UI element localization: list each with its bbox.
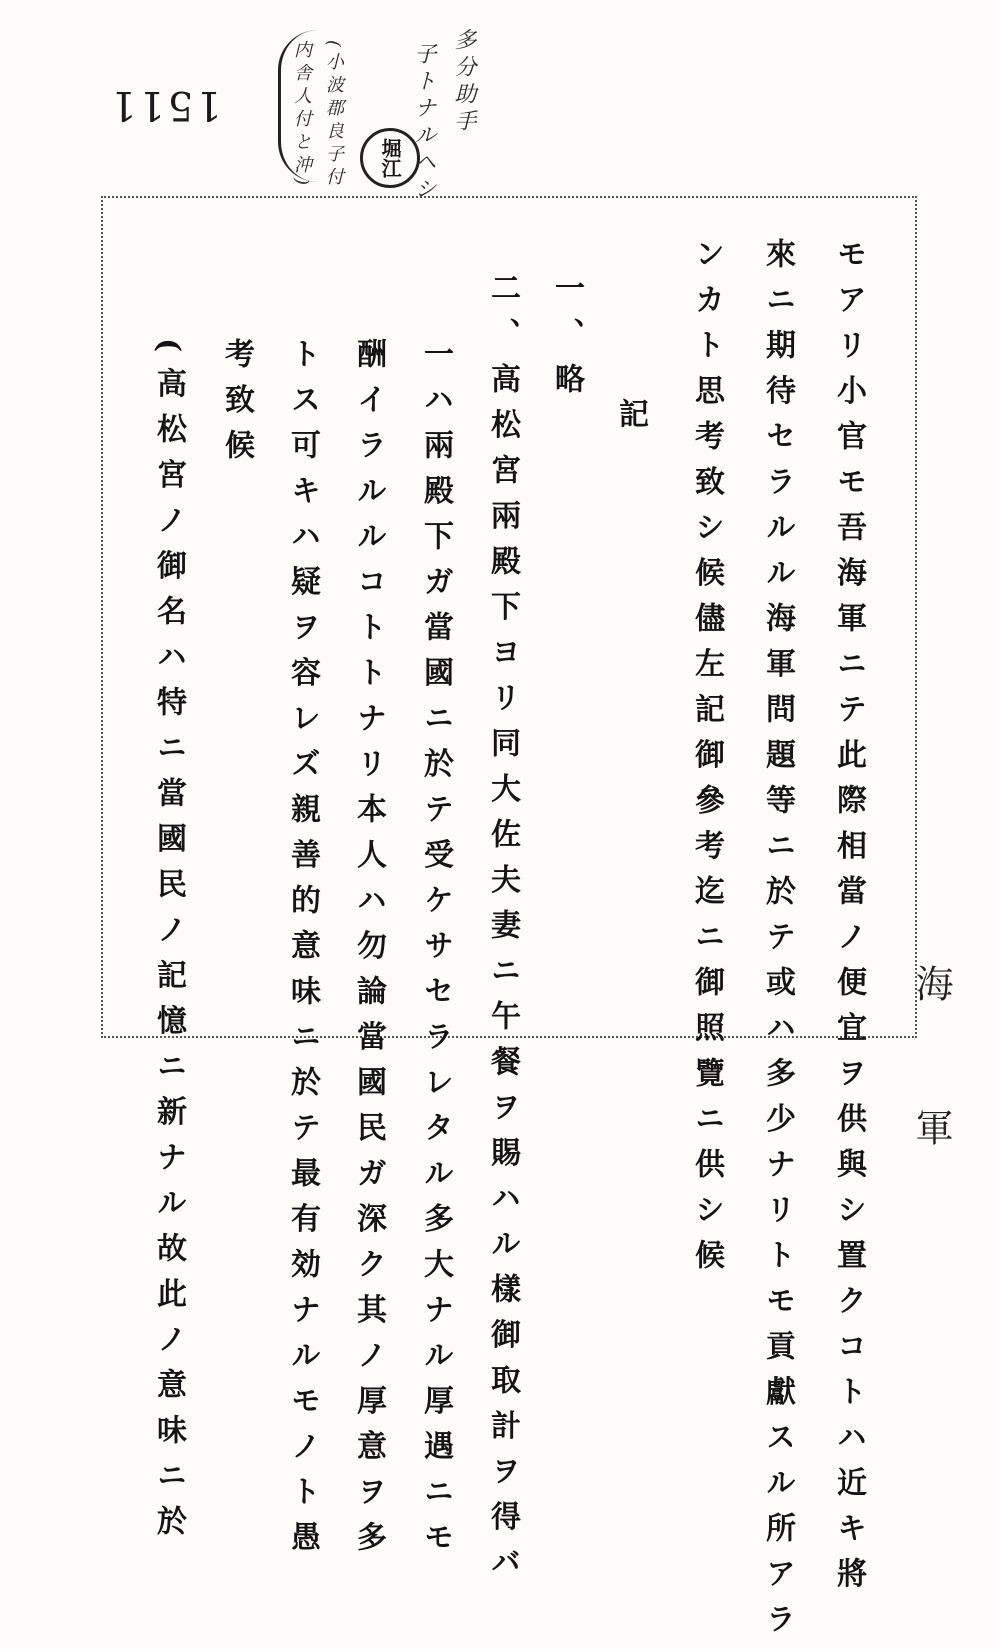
body-column-item-2: 二、高松宮兩殿下ヨリ同大佐夫妻ニ午餐ヲ賜ハル樣御取計ヲ得バ [485, 272, 520, 1592]
body-column-8: 酬イラルルコトトナリ本人ハ勿論當國民ガ深ク其ノ厚意ヲ多 [351, 338, 386, 1567]
body-column-item-1: 一、略 [549, 272, 584, 409]
handwritten-note-2: 子トナルヘシ [411, 42, 436, 204]
section-heading: 記 [613, 398, 648, 444]
body-column-3: ンカト思考致シ候儘左記御參考迄ニ御照覽ニ供シ候 [689, 238, 724, 1285]
page-number: 1511 [108, 82, 222, 128]
body-column-9: トス可キハ疑ヲ容レズ親善的意味ニ於テ最有効ナルモノト愚 [285, 338, 320, 1567]
handwritten-note-3: (小波郡良子付 [323, 40, 344, 191]
handwritten-note-4: 内舎人付と沖) [291, 40, 312, 191]
body-column-7: 一ハ兩殿下ガ當國ニ於テ受ケサセラレタル多大ナル厚遇ニモ [418, 338, 453, 1567]
margin-label-bottom: 軍 [909, 1108, 953, 1146]
body-column-1: モアリ小官モ吾海軍ニテ此際相當ノ便宜ヲ供與シ置クコトハ近キ將 [831, 238, 866, 1603]
handwritten-note-1: 多分助手 [451, 28, 476, 136]
body-column-11: (高松宮ノ御名ハ特ニ當國民ノ記憶ニ新ナル故此ノ意味ニ於 [151, 338, 186, 1551]
margin-label-top: 海 [909, 964, 953, 1002]
seal-stamp: 堀江 [360, 128, 420, 188]
body-column-2: 來ニ期待セラルル海軍問題等ニ於テ或ハ多少ナリトモ貢獻スル所アラ [760, 238, 795, 1649]
body-column-10: 考致候 [219, 338, 254, 475]
